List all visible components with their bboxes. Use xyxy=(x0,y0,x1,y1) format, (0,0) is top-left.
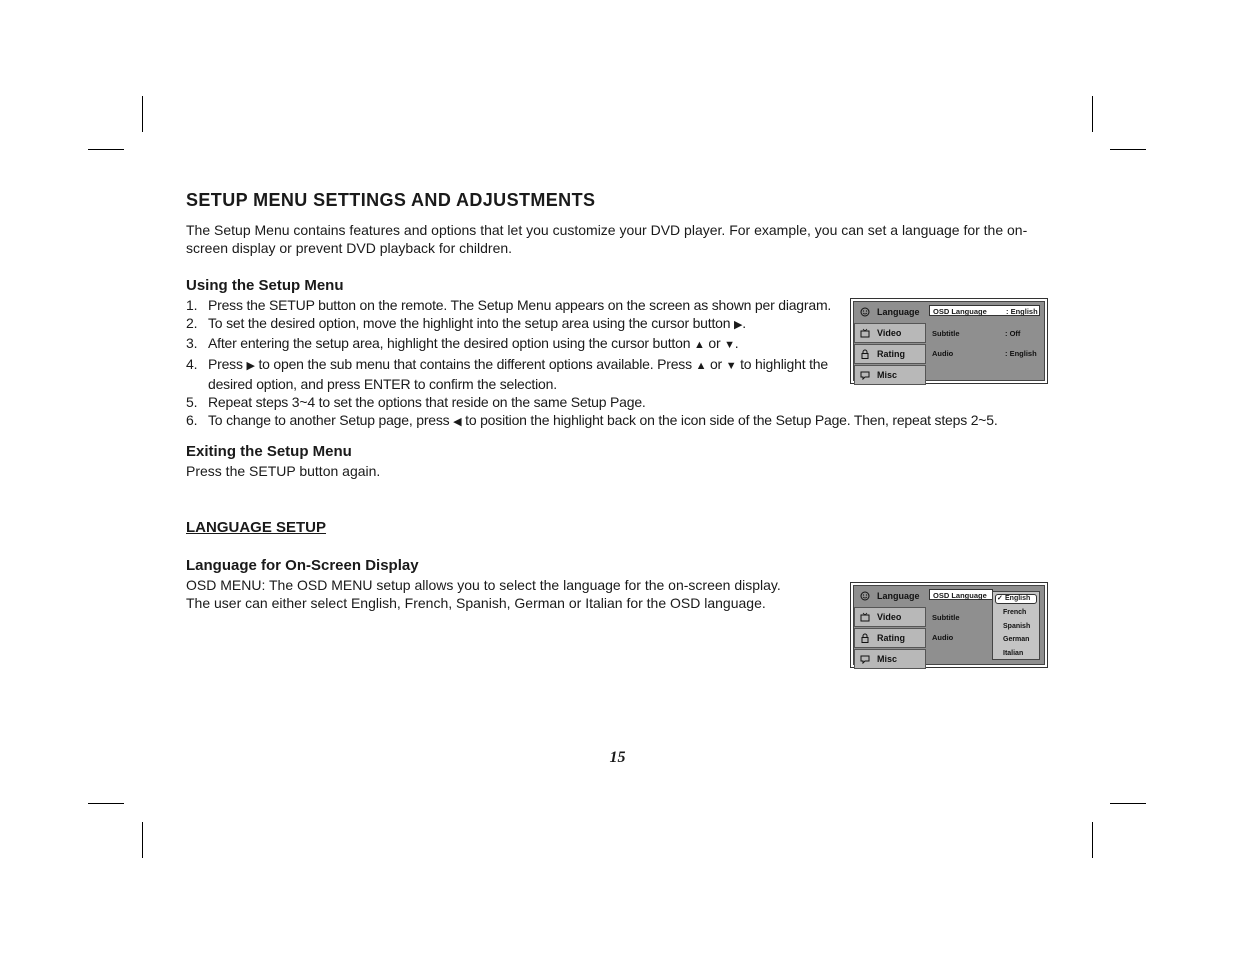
crop-mark xyxy=(142,96,143,132)
left-arrow-icon: ◀ xyxy=(453,416,462,429)
lock-icon xyxy=(860,349,870,359)
step-6: 6. To change to another Setup page, press ◀ to position the highlight back on the icon side of the Setup Page. Then, repeat steps 2~5. xyxy=(186,412,998,429)
menu-item-rating: Rating xyxy=(854,344,926,364)
step-3: 3. After entering the setup area, highlight the desired option using the cursor button ▲ or ▼. xyxy=(186,335,739,352)
crop-mark xyxy=(88,149,124,150)
menu-item-language: Language xyxy=(854,302,927,322)
osd-display-line-2: The user can either select English, French, Spanish, German or Italian for the OSD language. xyxy=(186,595,766,611)
dropdown-option-german: German xyxy=(1003,636,1030,643)
speech-bubble-icon xyxy=(860,654,870,664)
menu-item-video: Video xyxy=(854,323,926,343)
subtitle-value: : Off xyxy=(1005,329,1021,338)
menu-item-misc: Misc xyxy=(854,649,926,669)
menu-item-misc: Misc xyxy=(854,365,926,385)
check-icon: ✓ xyxy=(997,595,1003,602)
page-number: 15 xyxy=(609,749,626,766)
down-arrow-icon: ▼ xyxy=(724,339,735,352)
menu-item-language: Language xyxy=(854,586,927,606)
subtitle-label: Subtitle xyxy=(932,329,960,338)
tv-icon xyxy=(860,328,870,338)
dropdown-option-italian: Italian xyxy=(1003,650,1024,657)
menu-item-rating: Rating xyxy=(854,628,926,648)
step-5: 5. Repeat steps 3~4 to set the options that reside on the same Setup Page. xyxy=(186,394,646,411)
step-1: 1. Press the SETUP button on the remote. The Setup Menu appears on the screen as shown per diagram. xyxy=(186,297,832,313)
exiting-setup-heading: Exiting the Setup Menu xyxy=(186,443,352,460)
language-icon xyxy=(860,307,870,317)
page-title: SETUP MENU SETTINGS AND ADJUSTMENTS xyxy=(186,190,596,210)
dropdown-option-english: ✓ English xyxy=(995,594,1037,604)
step-4: 4. Press ▶ to open the sub menu that contains the different options available. Press ▲ or ▼ to highlight the desired option, and press ENTER to confirm the selection. xyxy=(186,355,828,392)
right-arrow-icon: ▶ xyxy=(246,359,255,372)
audio-value: : English xyxy=(1005,349,1037,358)
crop-mark xyxy=(1110,803,1146,804)
osd-language-row: OSD Language xyxy=(929,589,993,600)
step-2: 2. To set the desired option, move the highlight into the setup area using the cursor button ▶. xyxy=(186,315,746,332)
tv-icon xyxy=(860,612,870,622)
dropdown-option-spanish: Spanish xyxy=(1003,623,1031,630)
up-arrow-icon: ▲ xyxy=(693,339,705,352)
up-arrow-icon: ▲ xyxy=(695,359,707,372)
dropdown-option-french: French xyxy=(1003,609,1027,616)
lock-icon xyxy=(860,633,870,643)
osd-language-row: OSD Language : English xyxy=(929,305,1040,316)
down-arrow-icon: ▼ xyxy=(725,359,737,372)
menu-item-video: Video xyxy=(854,607,926,627)
language-dropdown xyxy=(992,591,1040,660)
setup-menu-diagram xyxy=(850,298,1048,384)
speech-bubble-icon xyxy=(860,370,870,380)
language-setup-heading: LANGUAGE SETUP xyxy=(186,519,327,536)
crop-mark xyxy=(142,822,143,858)
using-setup-heading: Using the Setup Menu xyxy=(186,277,344,294)
osd-display-line-1: OSD MENU: The OSD MENU setup allows you to select the language for the on-screen display. xyxy=(186,577,781,593)
audio-label: Audio xyxy=(932,633,954,642)
audio-label: Audio xyxy=(932,349,954,358)
subtitle-label: Subtitle xyxy=(932,613,960,622)
exiting-setup-text: Press the SETUP button again. xyxy=(186,463,381,479)
right-arrow-icon: ▶ xyxy=(734,319,743,332)
language-icon xyxy=(860,591,870,601)
crop-mark xyxy=(1092,96,1093,132)
osd-language-diagram xyxy=(850,582,1048,668)
osd-display-heading: Language for On-Screen Display xyxy=(186,557,419,574)
crop-mark xyxy=(1092,822,1093,858)
crop-mark xyxy=(1110,149,1146,150)
intro-paragraph: The Setup Menu contains features and options that let you customize your DVD player. For example, you can set a language for the on-screen display or prevent DVD playback for children. xyxy=(186,222,1028,256)
crop-mark xyxy=(88,803,124,804)
